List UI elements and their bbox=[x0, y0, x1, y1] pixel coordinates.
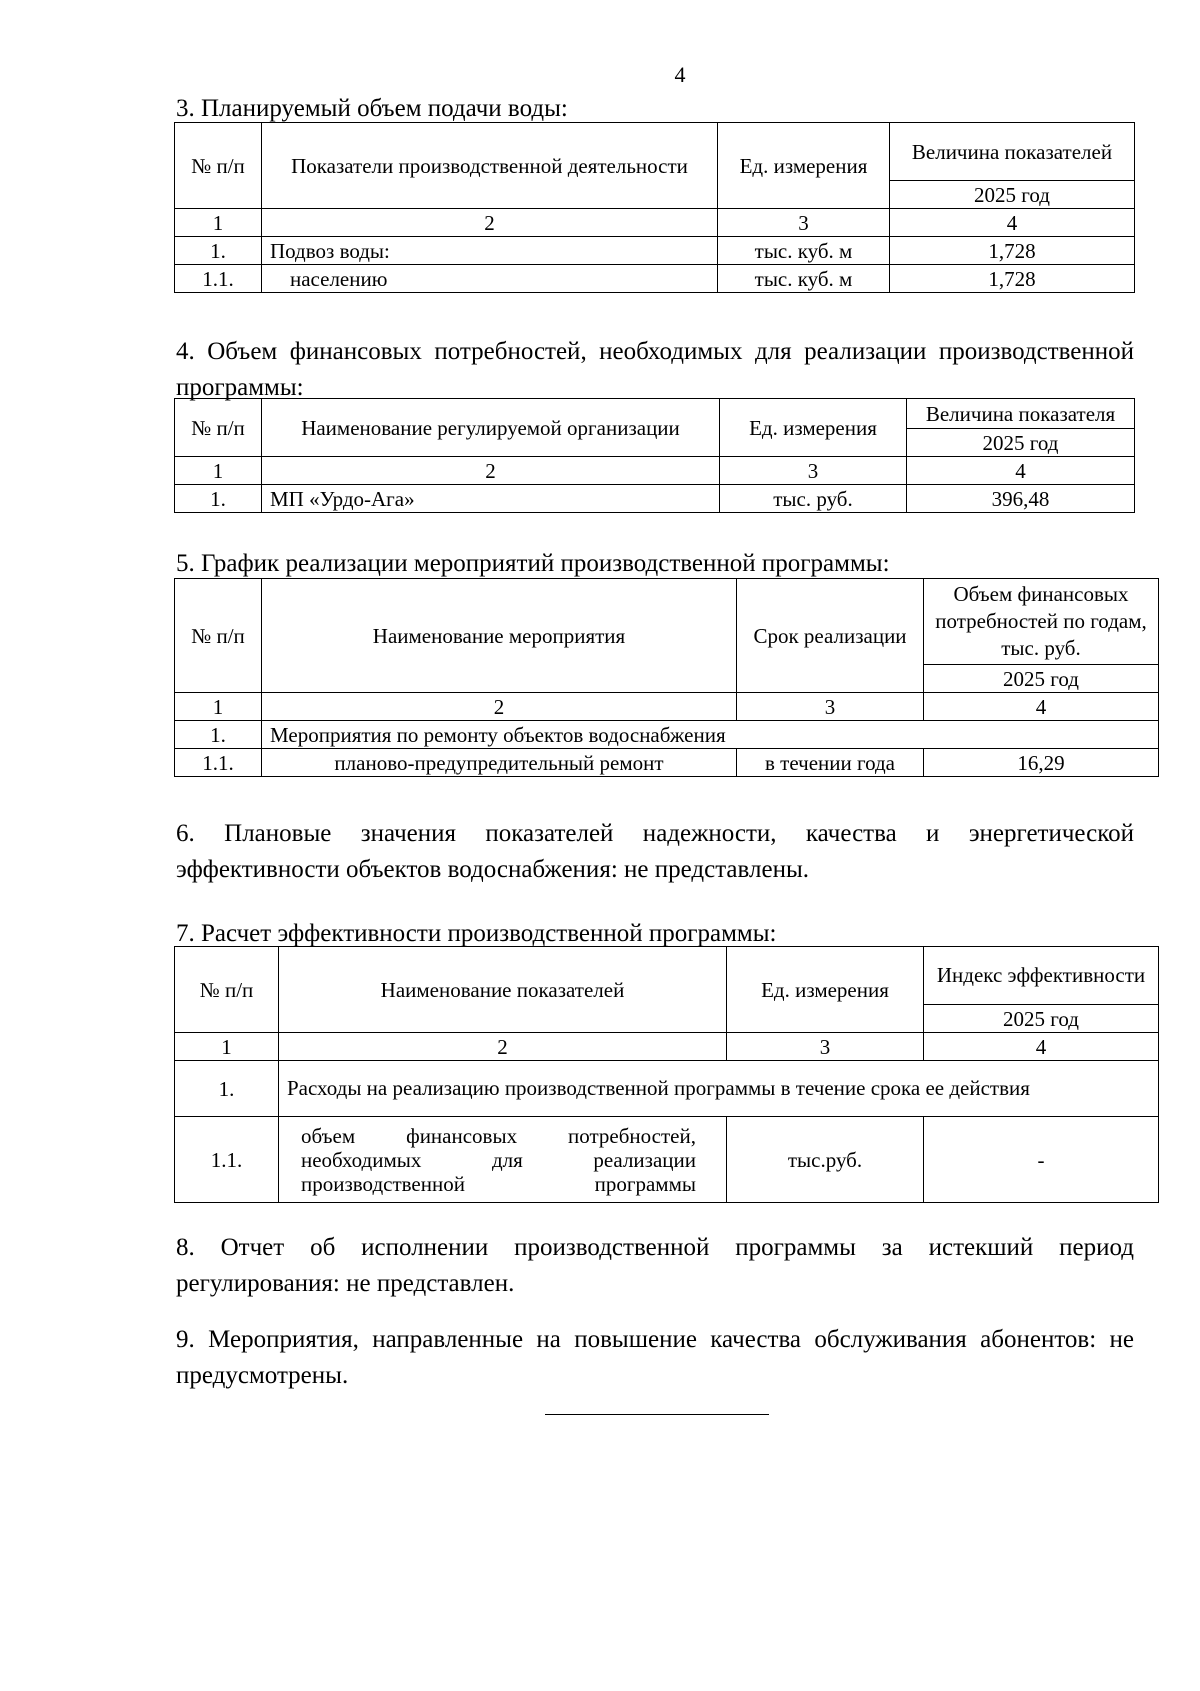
table-row bbox=[175, 485, 1135, 513]
schedule-table bbox=[174, 578, 1159, 777]
row-unit: тыс. куб. м bbox=[718, 237, 890, 265]
index-cell: 2 bbox=[262, 693, 737, 721]
col-header-unit: Ед. измерения bbox=[720, 399, 907, 457]
col-header-number: № п/п bbox=[175, 399, 262, 457]
col-header-unit: Ед. измерения bbox=[727, 947, 924, 1033]
row-number: 1. bbox=[175, 721, 262, 749]
table-row bbox=[175, 237, 1135, 265]
row-value: 396,48 bbox=[907, 485, 1135, 513]
index-cell: 1 bbox=[175, 209, 262, 237]
section-5-heading: 5. График реализации мероприятий производственной программы: bbox=[176, 550, 890, 577]
index-cell: 2 bbox=[262, 209, 718, 237]
col-header-value: Величина показателей bbox=[890, 123, 1135, 181]
index-cell: 3 bbox=[718, 209, 890, 237]
col-header-year: 2025 год bbox=[907, 429, 1135, 457]
section-6-text: 6. Плановые значения показателей надежности, качества и энергетической эффективности объектов водоснабжения: не представлены. bbox=[176, 820, 1134, 883]
row-value: 1,728 bbox=[890, 237, 1135, 265]
col-header-activity: Наименование мероприятия bbox=[262, 579, 737, 693]
row-number: 1. bbox=[175, 237, 262, 265]
row-number: 1. bbox=[175, 485, 262, 513]
financial-needs-table bbox=[174, 398, 1135, 513]
index-cell: 3 bbox=[737, 693, 924, 721]
col-header-value: Величина показателя bbox=[907, 399, 1135, 429]
index-cell: 1 bbox=[175, 693, 262, 721]
row-name: Мероприятия по ремонту объектов водоснабжения bbox=[262, 721, 1159, 749]
index-cell: 4 bbox=[924, 1033, 1159, 1061]
section-7-heading: 7. Расчет эффективности производственной программы: bbox=[176, 920, 777, 947]
col-header-number: № п/п bbox=[175, 947, 279, 1033]
table-row bbox=[175, 721, 1159, 749]
row-value: 16,29 bbox=[924, 749, 1159, 777]
index-cell: 1 bbox=[175, 1033, 279, 1061]
row-name: объем финансовых потребностей, необходимых для реализации производственной программы bbox=[279, 1117, 727, 1203]
section-3-heading: 3. Планируемый объем подачи воды: bbox=[176, 95, 568, 122]
row-term: в течении года bbox=[737, 749, 924, 777]
col-header-number: № п/п bbox=[175, 123, 262, 209]
index-row bbox=[175, 693, 1159, 721]
row-number: 1.1. bbox=[175, 265, 262, 293]
index-row bbox=[175, 457, 1135, 485]
col-header-year: 2025 год bbox=[924, 1005, 1159, 1033]
col-header-unit: Ед. измерения bbox=[718, 123, 890, 209]
water-supply-table bbox=[174, 122, 1135, 293]
row-name: Подвоз воды: bbox=[262, 237, 718, 265]
index-cell: 4 bbox=[907, 457, 1135, 485]
row-name: МП «Урдо-Ага» bbox=[262, 485, 720, 513]
section-8-text: 8. Отчет об исполнении производственной программы за истекший период регулирования: не представлен. bbox=[176, 1234, 1134, 1297]
index-cell: 2 bbox=[279, 1033, 727, 1061]
closing-divider bbox=[545, 1414, 769, 1415]
index-cell: 1 bbox=[175, 457, 262, 485]
row-name: планово-предупредительный ремонт bbox=[262, 749, 737, 777]
section-9-text: 9. Мероприятия, направленные на повышение качества обслуживания абонентов: не предусмотрены. bbox=[176, 1326, 1134, 1389]
index-cell: 3 bbox=[720, 457, 907, 485]
col-header-organization: Наименование регулируемой организации bbox=[262, 399, 720, 457]
row-unit: тыс. куб. м bbox=[718, 265, 890, 293]
col-header-year: 2025 год bbox=[924, 665, 1159, 693]
index-row bbox=[175, 1033, 1159, 1061]
index-cell: 4 bbox=[924, 693, 1159, 721]
col-header-year: 2025 год bbox=[890, 181, 1135, 209]
row-unit: тыс. руб. bbox=[720, 485, 907, 513]
section-4-heading: 4. Объем финансовых потребностей, необходимых для реализации производственной программы: bbox=[176, 338, 1134, 401]
row-unit: тыс.руб. bbox=[727, 1117, 924, 1203]
col-header-number: № п/п bbox=[175, 579, 262, 693]
row-value: - bbox=[924, 1117, 1159, 1203]
index-cell: 4 bbox=[890, 209, 1135, 237]
table-row bbox=[175, 1117, 1159, 1203]
row-name: Расходы на реализацию производственной программы в течение срока ее действия bbox=[279, 1061, 1159, 1117]
col-header-term: Срок реализации bbox=[737, 579, 924, 693]
table-row bbox=[175, 265, 1135, 293]
row-name: населению bbox=[262, 265, 718, 293]
row-number: 1. bbox=[175, 1061, 279, 1117]
col-header-index: Индекс эффективности bbox=[924, 947, 1159, 1005]
col-header-indicator: Показатели производственной деятельности bbox=[262, 123, 718, 209]
table-row bbox=[175, 749, 1159, 777]
row-number: 1.1. bbox=[175, 1117, 279, 1203]
index-cell: 2 bbox=[262, 457, 720, 485]
row-value: 1,728 bbox=[890, 265, 1135, 293]
index-row bbox=[175, 209, 1135, 237]
page-number: 4 bbox=[674, 62, 686, 87]
col-header-finance: Объем финансовых потребностей по годам, тыс. руб. bbox=[924, 579, 1159, 665]
efficiency-table bbox=[174, 946, 1159, 1203]
col-header-indicator: Наименование показателей bbox=[279, 947, 727, 1033]
index-cell: 3 bbox=[727, 1033, 924, 1061]
row-number: 1.1. bbox=[175, 749, 262, 777]
table-row bbox=[175, 1061, 1159, 1117]
